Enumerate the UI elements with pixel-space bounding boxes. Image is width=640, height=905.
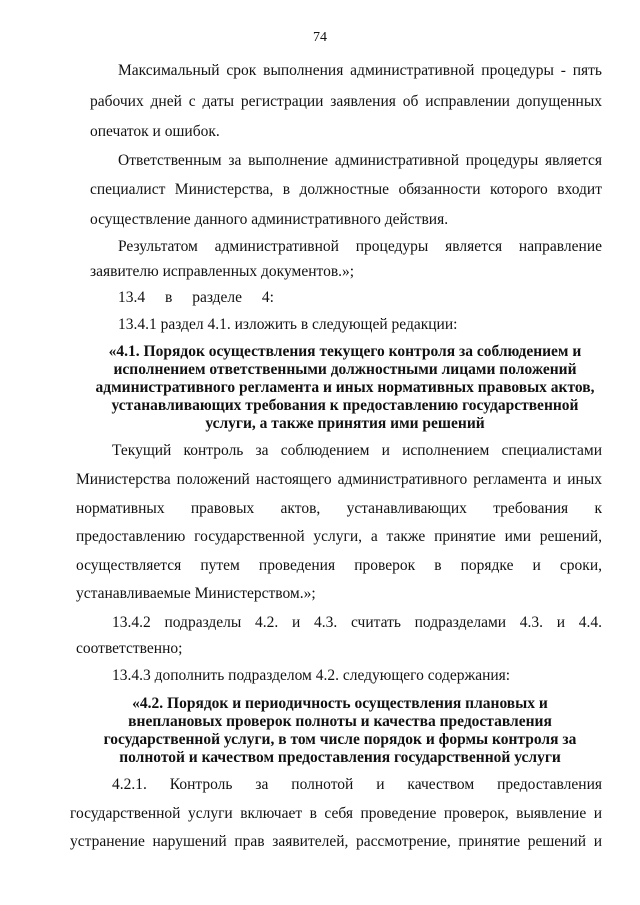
section-heading-line: полнотой и качеством предоставления государственной услуги bbox=[119, 749, 561, 766]
text-line: нормативных правовых актов, устанавливающих требования к bbox=[76, 500, 602, 517]
text-line: предоставлению государственной услуги, а также принятие ими решений, bbox=[76, 528, 602, 545]
text-line: устанавливаемые Министерством.»; bbox=[76, 585, 316, 602]
text-line: Ответственным за выполнение административной процедуры является bbox=[118, 152, 602, 169]
text-line: специалист Министерства, в должностные обязанности которого входит bbox=[90, 181, 602, 198]
text-line: соответственно; bbox=[76, 640, 183, 657]
text-line: опечаток и ошибок. bbox=[90, 123, 220, 140]
section-heading-line: устанавливающих требования к предоставлению государственной bbox=[111, 397, 579, 414]
section-heading-line: «4.2. Порядок и периодичность осуществления плановых и bbox=[132, 695, 548, 712]
text-line: заявителю исправленных документов.»; bbox=[90, 263, 355, 280]
text-line: осуществляется путем проведения проверок в порядке и сроки, bbox=[76, 557, 602, 574]
text-line: осуществление данного административного действия. bbox=[90, 211, 449, 228]
text-line: 4.2.1. Контроль за полнотой и качеством предоставления bbox=[112, 776, 602, 793]
section-heading-line: внеплановых проверок полноты и качества предоставления bbox=[128, 713, 552, 730]
text-line: рабочих дней с даты регистрации заявления об исправлении допущенных bbox=[90, 93, 602, 110]
text-line: Министерства положений настоящего административного регламента и иных bbox=[76, 471, 602, 488]
section-heading-line: государственной услуги, в том числе порядок и формы контроля за bbox=[103, 731, 577, 748]
section-heading-line: «4.1. Порядок осуществления текущего контроля за соблюдением и bbox=[108, 343, 582, 360]
text-line: устранение нарушений прав заявителей, рассмотрение, принятие решений и bbox=[70, 833, 602, 850]
section-heading-line: исполнением ответственными должностными лицами положений bbox=[113, 361, 577, 378]
text-line: Текущий контроль за соблюдением и исполнением специалистами bbox=[112, 442, 602, 459]
text-line: Результатом административной процедуры является направление bbox=[118, 238, 602, 255]
section-heading-line: услуги, а также принятия ими решений bbox=[205, 415, 485, 432]
text-line: Максимальный срок выполнения административной процедуры - пять bbox=[118, 62, 602, 79]
text-line: 13.4.1 раздел 4.1. изложить в следующей редакции: bbox=[118, 316, 458, 333]
text-line: 13.4.2 подразделы 4.2. и 4.3. считать подразделами 4.3. и 4.4. bbox=[112, 614, 602, 631]
text-line: 13.4 в разделе 4: bbox=[118, 289, 274, 306]
text-line: 13.4.3 дополнить подразделом 4.2. следующего содержания: bbox=[112, 667, 511, 684]
page-number: 74 bbox=[313, 30, 327, 45]
text-line: государственной услуги включает в себя проведение проверок, выявление и bbox=[70, 805, 602, 822]
section-heading-line: административного регламента и иных нормативных правовых актов, bbox=[95, 379, 595, 396]
